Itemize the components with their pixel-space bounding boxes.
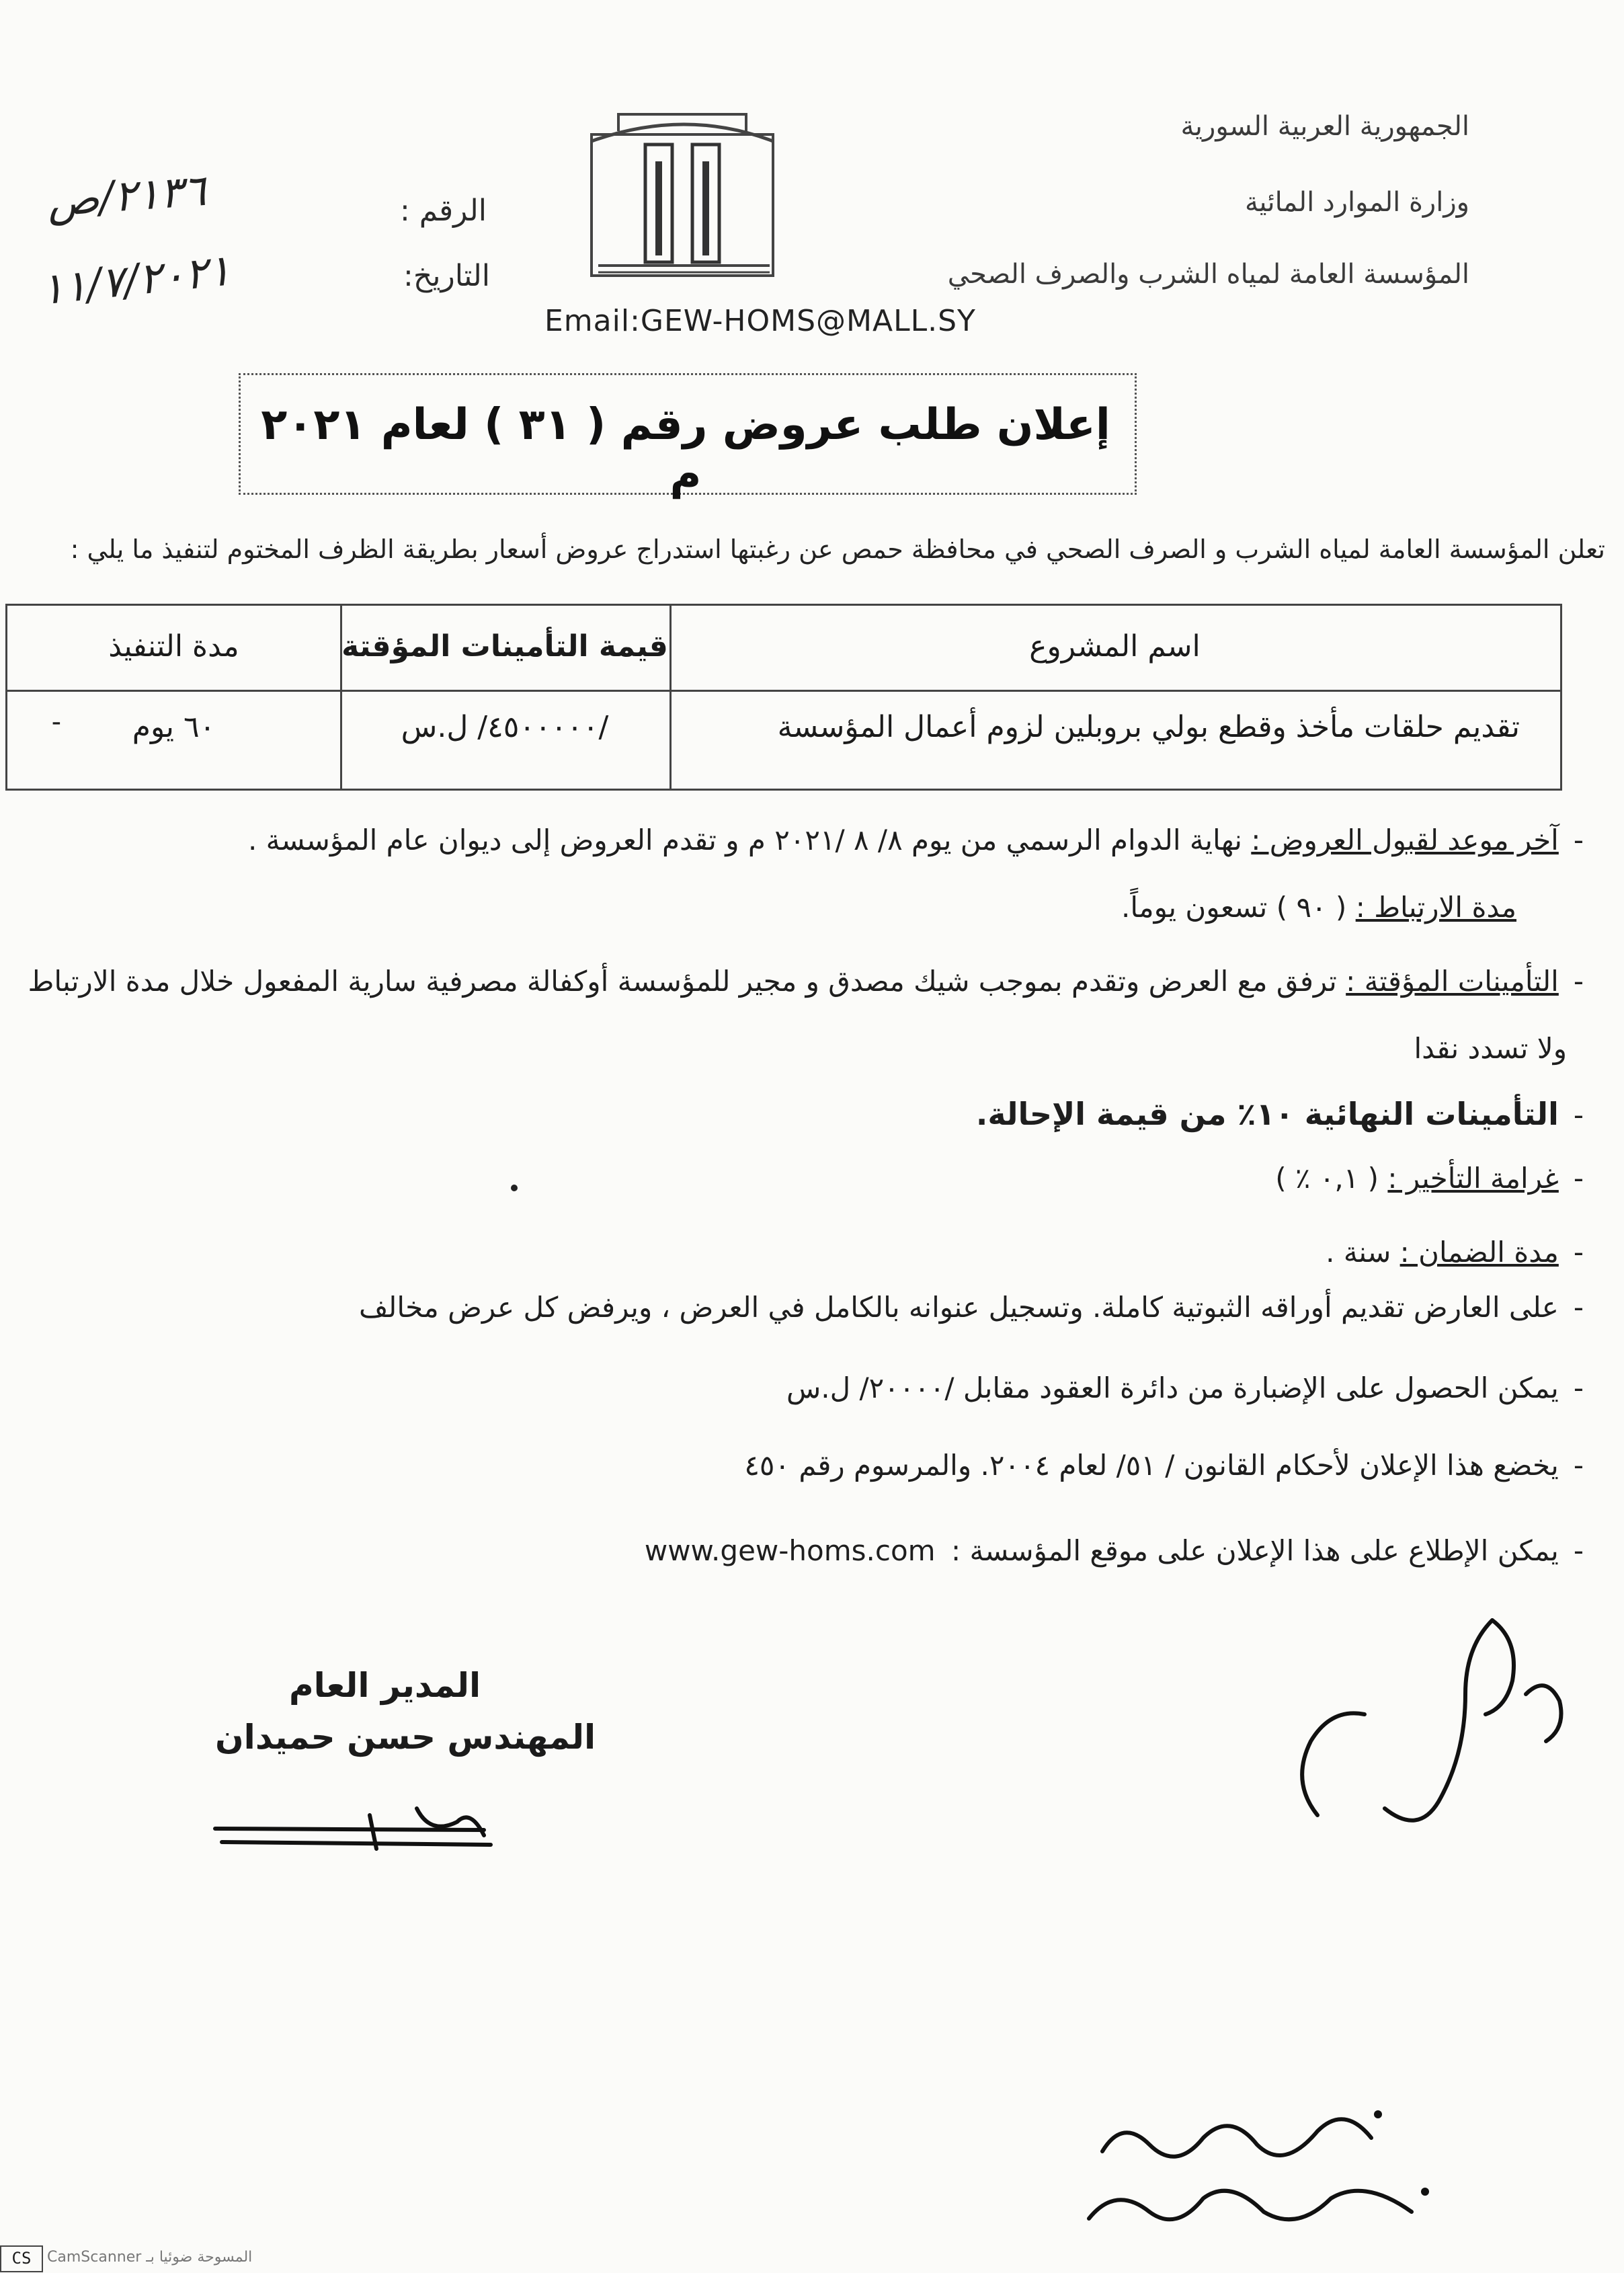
scanner-text: CamScanner المسوحة ضوئيا بـ	[47, 2249, 253, 2266]
scanner-badge: CS	[0, 2245, 43, 2272]
bullet-website: -يمكن الإطلاع على هذا الإعلان على موقع المؤسسة : www.gew-homs.com	[644, 1534, 1584, 1567]
table-row-dash: -	[51, 707, 61, 737]
bullet-penalty: -غرامة التأخير : ( ٠,١ ٪ )	[1275, 1162, 1584, 1195]
handwritten-note	[1062, 2077, 1479, 2245]
bullet-commitment	[1121, 891, 1516, 924]
temp-deposit-continuation: ولا تسدد نقدا	[1414, 1032, 1567, 1065]
bullet-warranty: -مدة الضمان : سنة .	[1326, 1236, 1584, 1269]
table-header-deposit: قيمة التأمينات المؤقتة	[341, 629, 668, 664]
website-url: www.gew-homs.com	[644, 1534, 936, 1567]
establishment-logo	[578, 101, 793, 282]
ref-number-value: ٢١٣٦/ص	[45, 165, 208, 227]
penalty-label: غرامة التأخير :	[1387, 1162, 1559, 1195]
bullet-final-deposit: -التأمينات النهائية ١٠٪ من قيمة الإحالة.	[975, 1096, 1584, 1132]
table-header-project: اسم المشروع	[1029, 629, 1201, 664]
law-text: يخضع هذا الإعلان لأحكام القانون / ٥١/ لعام ٢٠٠٤. والمرسوم رقم ٤٥٠	[744, 1449, 1559, 1482]
ref-number-label: الرقم :	[400, 194, 487, 228]
commitment-text: ( ٩٠ ) تسعون يوماً.	[1121, 891, 1347, 924]
stray-dot	[511, 1185, 518, 1191]
bullet-deadline: -آخر موعد لقبول العروض : نهاية الدوام الرسمي من يوم ٨/ ٨ /٢٠٢١ م و تقدم العروض إلى ديوان عام المؤسسة .	[247, 824, 1584, 856]
deadline-text: نهاية الدوام الرسمي من يوم ٨/ ٨ /٢٠٢١ م و تقدم العروض إلى ديوان عام المؤسسة .	[247, 824, 1242, 856]
table-cell-duration: ٦٠ يوم	[132, 710, 216, 744]
temp-deposit-label: التأمينات المؤقتة :	[1346, 965, 1559, 998]
email-address: Email:GEW-HOMS@MALL.SY	[544, 304, 976, 338]
date-value: ١١/٧/٢٠٢١	[38, 245, 233, 315]
director-signature	[202, 1788, 511, 1862]
bidder-docs-text: على العارض تقديم أوراقه الثبوتية كاملة. وتسجيل عنوانه بالكامل في العرض ، ويرفض كل عرض مخالف	[359, 1291, 1559, 1324]
header-republic: الجمهورية العربية السورية	[1180, 111, 1469, 142]
table-cell-deposit: /٤٥٠٠٠٠٠/ ل.س	[401, 710, 609, 744]
header-establishment: المؤسسة العامة لمياه الشرب والصرف الصحي	[947, 259, 1469, 290]
intro-paragraph: تعلن المؤسسة العامة لمياه الشرب و الصرف الصحي في محافظة حمص عن رغبتها استدراج عروض أسعار بطريقة الظرف المختوم لتنفيذ ما يلي :	[70, 534, 1605, 564]
table-cell-project: تقديم حلقات مأخذ وقطع بولي بروبلين لزوم أعمال المؤسسة	[777, 710, 1520, 744]
deadline-label: آخر موعد لقبول العروض :	[1251, 824, 1559, 856]
bullet-law: -يخضع هذا الإعلان لأحكام القانون / ٥١/ لعام ٢٠٠٤. والمرسوم رقم ٤٥٠	[744, 1449, 1584, 1482]
warranty-label: مدة الضمان :	[1399, 1236, 1559, 1269]
signature-name: المهندس حسن حميدان	[215, 1718, 596, 1757]
website-text: يمكن الإطلاع على هذا الإعلان على موقع المؤسسة :	[950, 1534, 1559, 1567]
penalty-text: ( ٠,١ ٪ )	[1275, 1162, 1379, 1195]
margin-signature	[1264, 1607, 1573, 1876]
commitment-label: مدة الارتباط :	[1355, 891, 1516, 924]
header-ministry: وزارة الموارد المائية	[1244, 187, 1469, 218]
table-header-duration: مدة التنفيذ	[108, 629, 239, 664]
temp-deposit-text: ترفق مع العرض وتقدم بموجب شيك مصدق و مجير للمؤسسة أوكفالة مصرفية سارية المفعول خلال مدة الارتباط	[28, 965, 1337, 998]
bullet-temp-deposit: -التأمينات المؤقتة : ترفق مع العرض وتقدم بموجب شيك مصدق و مجير للمؤسسة أوكفالة مصرفية سارية المفعول خلال مدة الارتباط	[28, 965, 1584, 998]
projects-table	[5, 604, 1562, 791]
bullet-bidder-docs: -على العارض تقديم أوراقه الثبوتية كاملة. وتسجيل عنوانه بالكامل في العرض ، ويرفض كل عرض مخالف	[359, 1291, 1584, 1324]
date-label: التاريخ:	[403, 259, 491, 293]
final-deposit-text: التأمينات النهائية ١٠٪ من قيمة الإحالة.	[975, 1096, 1559, 1132]
page-title: إعلان طلب عروض رقم ( ٣١ ) لعام ٢٠٢١ م	[261, 400, 1110, 500]
warranty-text: سنة .	[1326, 1236, 1391, 1269]
signature-role: المدير العام	[289, 1666, 481, 1705]
dossier-text: يمكن الحصول على الإضبارة من دائرة العقود مقابل /٢٠٠٠٠/ ل.س	[786, 1371, 1559, 1404]
bullet-dossier: -يمكن الحصول على الإضبارة من دائرة العقود مقابل /٢٠٠٠٠/ ل.س	[786, 1371, 1584, 1404]
